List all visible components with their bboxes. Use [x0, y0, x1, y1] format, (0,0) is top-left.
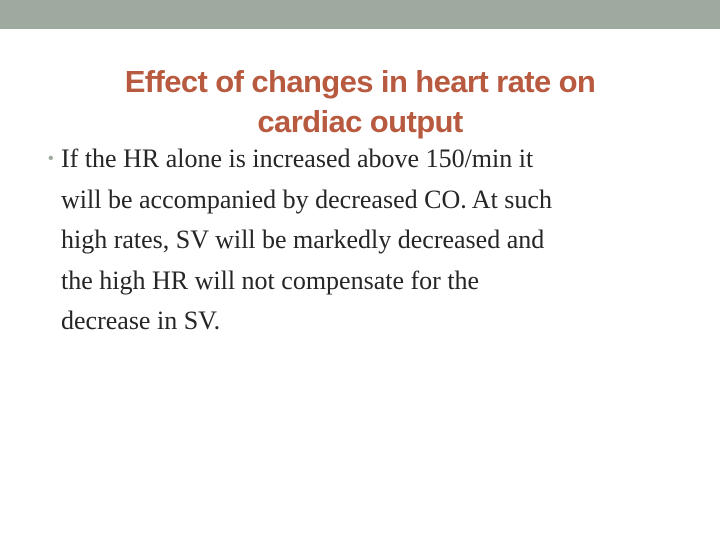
slide-title-line-1: Effect of changes in heart rate on [124, 63, 596, 99]
bullet-text-line-2: will be accompanied by decreased CO. At such [61, 184, 552, 214]
bullet-text-line-4: the high HR will not compensate for the [61, 265, 480, 295]
top-decorative-band [0, 0, 720, 29]
bullet-text-line-3: high rates, SV will be markedly decreased and [61, 225, 545, 254]
bullet-list [47, 139, 687, 342]
bullet-text [61, 139, 687, 342]
slide-title-line-2: cardiac output [257, 103, 463, 139]
bullet-text-line-5: decrease in SV. [61, 306, 221, 335]
bullet-point-icon: • [48, 150, 54, 167]
bullet-text-line-1: If the HR alone is increased above 150/min it [61, 144, 534, 173]
bullet-item [47, 139, 687, 342]
slide-title [70, 62, 650, 142]
